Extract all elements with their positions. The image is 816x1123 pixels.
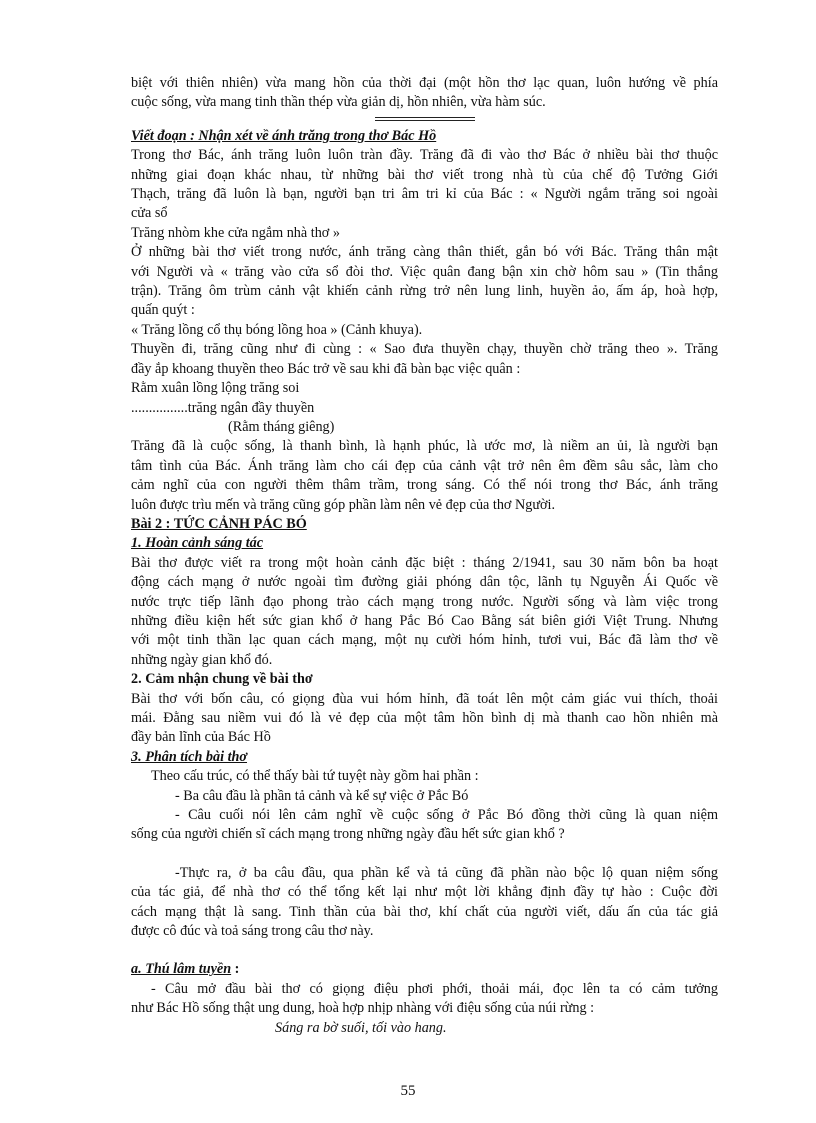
paragraph-line: những điều kiện hết sức gian khổ ở hang Pắc Bó Cao Bằng sát biên giới Việt Trung. Nhưng xyxy=(131,612,718,629)
heading-nature-row xyxy=(131,960,718,979)
heading-general: 2. Cảm nhận chung về bài thơ xyxy=(131,671,313,688)
spacer xyxy=(131,941,718,960)
paragraph-line: như Bác Hồ sống thật ung dung, hoà hợp nhịp nhàng với điệu sống của núi rừng : xyxy=(131,1000,595,1017)
paragraph-line: Ở những bài thơ viết trong nước, ánh trăng càng thân thiết, gắn bó với Bác. Trăng thân mật xyxy=(131,244,718,261)
section-heading-moon: Viết đoạn : Nhận xét về ánh trăng trong thơ Bác Hồ xyxy=(131,127,437,144)
heading-analysis: 3. Phân tích bài thơ xyxy=(131,748,248,765)
list-item: - Câu cuối nói lên cảm nghĩ về cuộc sống ở Pắc Bó đồng thời cũng là quan niệm xyxy=(175,807,718,824)
paragraph-line: với Người và « trăng vào cửa sổ đòi thơ. Việc quân đang bận xin chờ hôm sau » (Tin thắng xyxy=(131,263,718,280)
paragraph-line: nước trực tiếp lãnh đạo phong trào cách mạng trong nước. Người sống và làm việc trong xyxy=(131,593,718,610)
paragraph-line: - Câu mở đầu bài thơ có giọng điệu phơi phới, thoải mái, đọc lên ta có cảm tưởng xyxy=(151,980,718,997)
paragraph-line: của tác giả, để nhà thơ có thể tổng kết lại như một lời khẳng định đầy tự hào : Cuộc đời xyxy=(131,884,718,901)
intro-line: cuộc sống, vừa mang tinh thần thép vừa giản dị, hồn nhiên, vừa hàm súc. xyxy=(131,94,546,111)
paragraph-line: được cô đúc và toả sáng trong câu thơ này. xyxy=(131,923,374,940)
paragraph-line: đầy bản lĩnh của Bác Hồ xyxy=(131,729,271,746)
paragraph-line: Theo cấu trúc, có thể thấy bài tứ tuyệt này gồm hai phần : xyxy=(151,768,479,785)
paragraph-line: Bài thơ với bốn câu, có giọng đùa vui hóm hỉnh, đã toát lên một cảm giác vui thích, thoải xyxy=(131,690,718,707)
verse-line: ................trăng ngân đầy thuyền xyxy=(131,399,315,416)
lesson-title: Bài 2 : TỨC CẢNH PÁC BÓ xyxy=(131,515,307,532)
paragraph-line: trận). Trăng ôm trùm cảnh vật khiến cảnh rừng trở nên lung linh, huyền ảo, ấm áp, hoà hợp, xyxy=(131,283,718,300)
paragraph-line: với một tinh thần lạc quan cách mạng, một nụ cười hóm hỉnh, tươi vui, Bác đã làm thơ về xyxy=(131,632,718,649)
paragraph-line: đầy ắp khoang thuyền theo Bác trở về sau khi đã bàn bạc việc quân : xyxy=(131,360,521,377)
heading-nature: a. Thú lâm tuyền xyxy=(131,961,232,978)
intro-line: biệt với thiên nhiên) vừa mang hồn của thời đại (một hồn thơ lạc quan, luôn hướng về phía xyxy=(131,75,718,91)
paragraph-line: quấn quýt : xyxy=(131,302,195,319)
paragraph-line: tâm tình của Bác. Ánh trăng làm cho cái đẹp của cảnh vật trở nên êm đềm sâu sắc, làm cho xyxy=(131,457,718,474)
paragraph-line: -Thực ra, ở ba câu đầu, qua phần kể và tả cũng đã phần nào bộc lộ quan niệm sống xyxy=(175,864,718,881)
section-divider xyxy=(375,117,475,121)
paragraph-line: cách mạng thật là sang. Tinh thần của bài thơ, khí chất của người viết, dấu ấn của tác giả xyxy=(131,903,718,920)
paragraph-line: Thuyền đi, trăng cũng như đi cùng : « Sao đưa thuyền chạy, thuyền chờ trăng theo ». Trăng xyxy=(131,341,718,358)
heading-context: 1. Hoàn cảnh sáng tác xyxy=(131,535,264,552)
paragraph-line: Thạch, trăng đã luôn là bạn, người bạn tri âm tri kỉ của Bác : « Người ngắm trăng soi ngoài xyxy=(131,186,718,203)
verse-line: Sáng ra bờ suối, tối vào hang. xyxy=(275,1019,447,1036)
paragraph-line: những giai đoạn khác nhau, từ những bài thơ viết trong nhà tù của chế độ Tưởng Giới xyxy=(131,166,718,183)
quote-line: « Trăng lồng cổ thụ bóng lồng hoa » (Cảnh khuya). xyxy=(131,321,423,338)
list-item: - Ba câu đầu là phần tả cảnh và kể sự việc ở Pắc Bó xyxy=(175,787,469,804)
paragraph-line: cảm nghĩ của con người thêm thâm trầm, trong sáng. Có thể nói trong thơ Bác, ánh trăng xyxy=(131,477,718,494)
paragraph-line: sống của người chiến sĩ cách mạng trong những ngày đầu hết sức gian khổ ? xyxy=(131,826,565,843)
page-number: 55 xyxy=(400,1083,416,1099)
paragraph-line: Trong thơ Bác, ánh trăng luôn luôn tràn đầy. Trăng đã đi vào thơ Bác ở nhiều bài thơ thuộc xyxy=(131,147,718,164)
paragraph-line: những ngày gian khổ đó. xyxy=(131,651,273,668)
heading-nature-colon: : xyxy=(231,961,240,978)
paragraph-line: cửa sổ xyxy=(131,205,168,222)
verse-line: Rằm xuân lồng lộng trăng soi xyxy=(131,380,300,397)
spacer xyxy=(131,845,718,864)
paragraph-line: Trăng đã là cuộc sống, là thanh bình, là hạnh phúc, là ước mơ, là niềm an ủi, là người bạn xyxy=(131,438,718,455)
verse-source: (Rằm tháng giêng) xyxy=(228,418,335,435)
paragraph-line: Bài thơ được viết ra trong một hoàn cảnh đặc biệt : tháng 2/1941, sau 30 năm bôn ba hoạt xyxy=(131,554,718,571)
paragraph-line: luôn được trìu mến và trăng cũng góp phần làm nên vẻ đẹp của thơ Người. xyxy=(131,496,555,513)
paragraph-line: mái. Đằng sau niềm vui đó là vẻ đẹp của một tâm hồn bình dị mà thanh cao hồn nhiên mà xyxy=(131,710,718,726)
quote-line: Trăng nhòm khe cửa ngắm nhà thơ » xyxy=(131,224,340,241)
paragraph-line: động cách mạng ở nước ngoài tìm đường giải phóng dân tộc, lãnh tụ Nguyễn Ái Quốc về xyxy=(131,574,718,591)
page-content xyxy=(131,74,718,1038)
